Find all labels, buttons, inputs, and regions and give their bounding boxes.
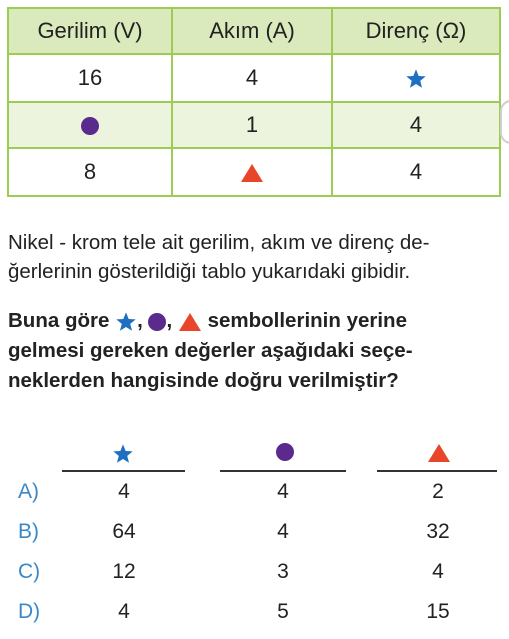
cell-resistance: 4 bbox=[332, 148, 500, 196]
options-header-triangle bbox=[424, 443, 454, 469]
header-resistance: Direnç (Ω) bbox=[332, 8, 500, 54]
question-part: Buna göre bbox=[8, 309, 110, 332]
star-icon bbox=[112, 443, 134, 465]
option-value-circle: 3 bbox=[277, 560, 289, 583]
intro-paragraph bbox=[8, 228, 504, 286]
option-value-star: 64 bbox=[112, 520, 136, 543]
option-a[interactable] bbox=[0, 476, 509, 508]
question-part: sembollerinin yerine bbox=[207, 309, 407, 332]
circle-icon bbox=[276, 443, 294, 461]
cell-current: 1 bbox=[172, 102, 332, 148]
option-value-circle: 5 bbox=[277, 600, 289, 623]
option-value-triangle: 15 bbox=[426, 600, 450, 623]
option-label: A) bbox=[18, 480, 39, 503]
option-label: C) bbox=[18, 560, 41, 583]
values-table bbox=[7, 7, 501, 197]
triangle-icon bbox=[178, 312, 202, 332]
circle-icon bbox=[148, 313, 166, 331]
intro-line: ğerlerinin gösterildiği tablo yukarıdaki gibidir. bbox=[8, 260, 411, 283]
option-value-star: 12 bbox=[112, 560, 136, 583]
divider bbox=[220, 470, 346, 472]
option-value-circle: 4 bbox=[277, 480, 289, 503]
intro-line: Nikel - krom tele ait gerilim, akım ve direnç de- bbox=[8, 231, 430, 254]
option-value-triangle: 2 bbox=[432, 480, 444, 503]
table-row bbox=[8, 148, 500, 196]
circle-icon bbox=[81, 117, 99, 135]
option-value-star: 4 bbox=[118, 480, 130, 503]
cell-voltage: 16 bbox=[8, 54, 172, 102]
cell-current bbox=[172, 148, 332, 196]
header-voltage: Gerilim (V) bbox=[8, 8, 172, 54]
question-line: neklerden hangisinde doğru verilmiştir? bbox=[8, 369, 399, 392]
question-line: gelmesi gereken değerler aşağıdaki seçe- bbox=[8, 339, 413, 362]
cell-resistance: 4 bbox=[332, 102, 500, 148]
page-tab-decoration bbox=[500, 100, 509, 144]
options-header-circle bbox=[270, 443, 300, 469]
triangle-icon bbox=[240, 163, 264, 183]
separator: , bbox=[137, 309, 143, 332]
question-line bbox=[8, 306, 504, 336]
option-value-circle: 4 bbox=[277, 520, 289, 543]
table-row bbox=[8, 102, 500, 148]
triangle-icon bbox=[427, 443, 451, 463]
cell-voltage bbox=[8, 102, 172, 148]
option-value-star: 4 bbox=[118, 600, 130, 623]
divider bbox=[377, 470, 497, 472]
option-d[interactable] bbox=[0, 596, 509, 628]
option-value-triangle: 4 bbox=[432, 560, 444, 583]
option-value-triangle: 32 bbox=[426, 520, 450, 543]
options-header-star bbox=[108, 443, 138, 469]
cell-current: 4 bbox=[172, 54, 332, 102]
star-icon bbox=[405, 68, 427, 90]
option-label: D) bbox=[18, 600, 41, 623]
divider bbox=[62, 470, 185, 472]
table-row bbox=[8, 54, 500, 102]
star-icon bbox=[115, 311, 137, 333]
question-text bbox=[8, 306, 504, 396]
separator: , bbox=[166, 309, 173, 332]
cell-resistance bbox=[332, 54, 500, 102]
option-c[interactable] bbox=[0, 556, 509, 588]
cell-voltage: 8 bbox=[8, 148, 172, 196]
option-b[interactable] bbox=[0, 516, 509, 548]
option-label: B) bbox=[18, 520, 39, 543]
header-current: Akım (A) bbox=[172, 8, 332, 54]
